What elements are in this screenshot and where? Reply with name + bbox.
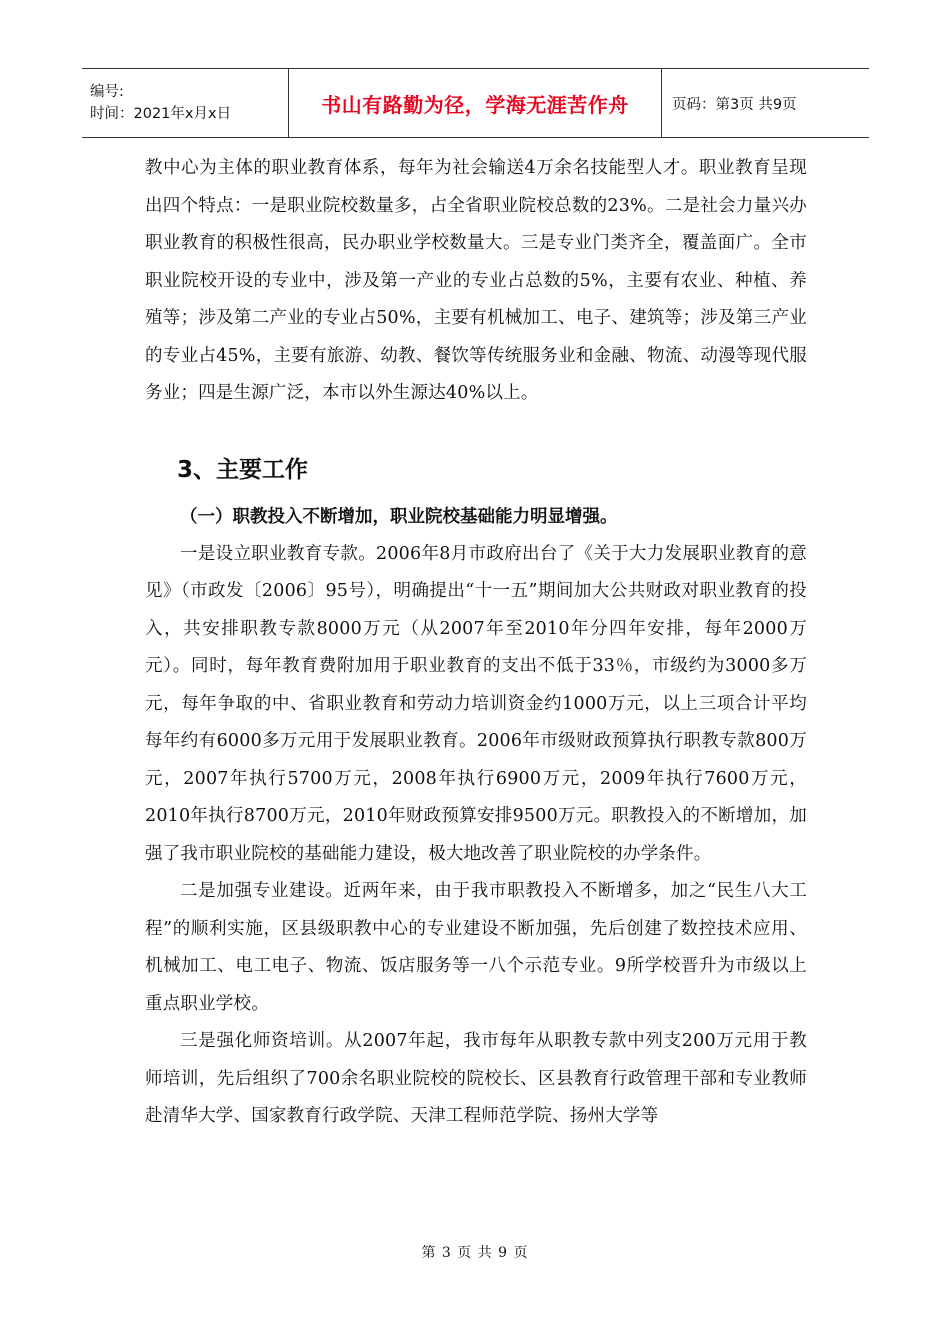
paragraph-teacher-training: 三是强化师资培训。从2007年起，我市每年从职教专款中列支200万元用于教师培训，先后组织了700余名职业院校的院校长、区县教育行政管理干部和专业教师赴清华大学、国家教育行政学院、天津工程师范学院、扬州大学等: [145, 1031, 807, 1126]
header-motto-cell: [289, 69, 662, 137]
document-header: [82, 68, 869, 138]
subsection-heading: （一）职教投入不断增加，职业院校基础能力明显增强。: [180, 506, 618, 527]
header-meta: [82, 69, 289, 137]
page-info: 页码：第3页 共9页: [672, 96, 797, 113]
date-label: 时间：2021年x月x日: [90, 106, 232, 122]
motto-text: 书山有路勤为径，学海无涯苦作舟: [321, 92, 629, 117]
page-footer: 第 3 页 共 9 页: [421, 1245, 529, 1261]
doc-number-label: 编号:: [90, 84, 124, 100]
paragraph-specialty: 二是加强专业建设。近两年来，由于我市职教投入不断增多，加之“民生八大工程”的顺利实施，区县级职教中心的专业建设不断加强，先后创建了数控技术应用、机械加工、电工电子、物流、饭店服务等一八个示范专业。9所学校晋升为市级以上重点职业学校。: [145, 881, 807, 1014]
paragraph-investment: 一是设立职业教育专款。2006年8月市政府出台了《关于大力发展职业教育的意见》（市政发〔2006〕95号），明确提出“十一五”期间加大公共财政对职业教育的投入，共安排职教专款8000万元（从2007年至2010年分四年安排，每年2000万元）。同时，每年教育费附加用于职业教育的支出不低于33％，市级约为3000多万元，每年争取的中、省职业教育和劳动力培训资金约1000万元，以上三项合计平均每年约有6000多万元用于发展职业教育。2006年市级财政预算执行职教专款800万元，2007年执行5700万元，2008年执行6900万元，2009年执行7600万元，2010年执行8700万元，2010年财政预算安排9500万元。职教投入的不断增加，加强了我市职业院校的基础能力建设，极大地改善了职业院校的办学条件。: [145, 543, 807, 864]
document-body: [145, 150, 807, 1136]
intro-paragraph: 教中心为主体的职业教育体系，每年为社会输送4万余名技能型人才。职业教育呈现出四个特点：一是职业院校数量多，占全省职业院校总数的23%。二是社会力量兴办职业教育的积极性很高，民办职业学校数量大。三是专业门类齐全，覆盖面广。全市职业院校开设的专业中，涉及第一产业的专业占总数的5%，主要有农业、种植、养殖等；涉及第二产业的专业占50%，主要有机械加工、电子、建筑等；涉及第三产业的专业占45%，主要有旅游、幼教、餐饮等传统服务业和金融、物流、动漫等现代服务业；四是生源广泛，本市以外生源达40%以上。: [145, 158, 807, 403]
section-heading: 3、主要工作: [177, 456, 309, 483]
header-page-info-cell: [662, 69, 869, 137]
